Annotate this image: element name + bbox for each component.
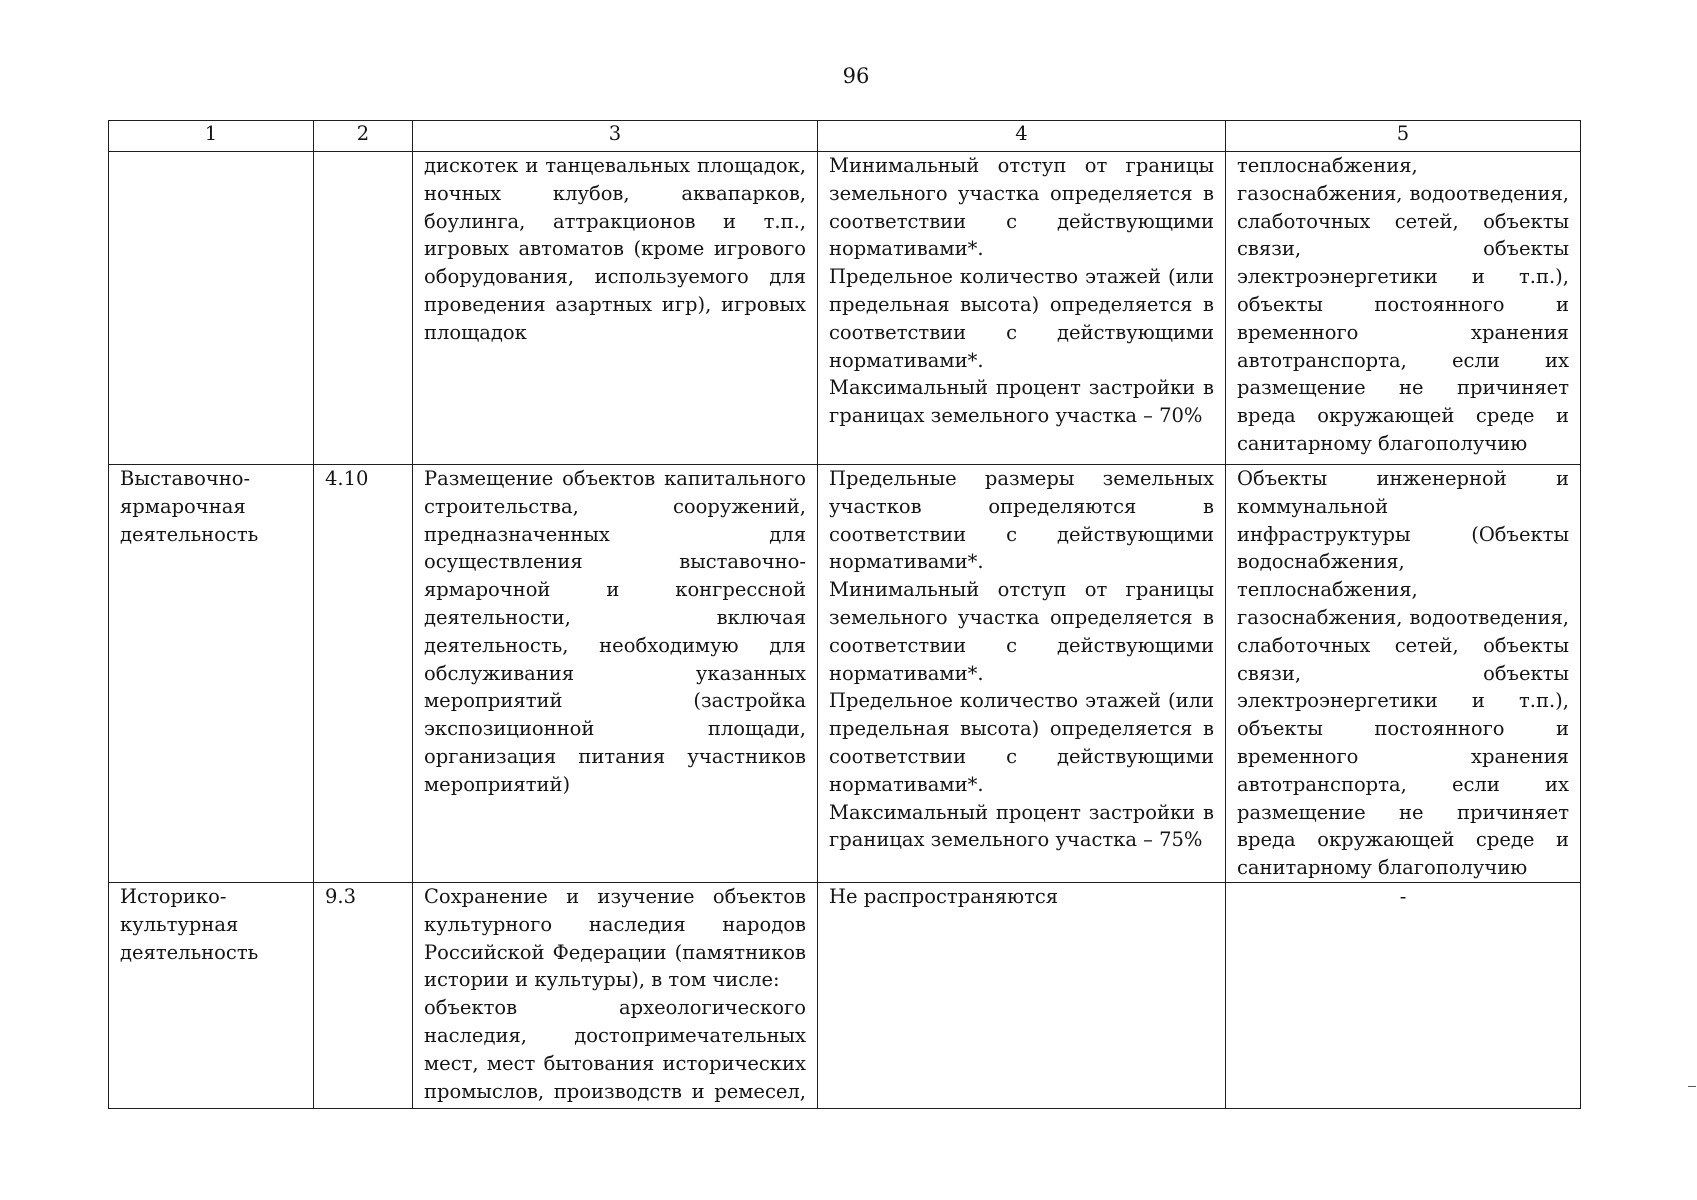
column-number-row (109, 121, 1581, 152)
text-line: культурная (120, 912, 239, 936)
text-line: теплоснабжения, (1237, 578, 1418, 602)
text-line: мероприятий) (424, 772, 571, 796)
text-line: Предельные размеры земельных (829, 467, 1214, 490)
text-line: газоснабжения, водоотведения, (1237, 181, 1569, 205)
text-line: земельного участка определяется в (829, 605, 1214, 629)
column-header-1: 1 (109, 121, 314, 152)
text-line: ярмарочная (120, 494, 246, 518)
text-line: деятельность (120, 522, 259, 546)
text-line: нормативами*. (829, 237, 984, 261)
text-line: участков определяются в (829, 494, 1214, 518)
page-number: 96 (842, 64, 870, 88)
auxiliary-uses-cell (1226, 883, 1581, 1109)
text-line: деятельность (120, 940, 259, 964)
text-line: Выставочно- (120, 467, 251, 490)
use-description-cell (413, 152, 818, 465)
use-name-cell (109, 465, 314, 883)
text-line: вреда окружающей среде и (1237, 828, 1569, 852)
text-line: Минимальный отступ от границы (829, 578, 1214, 602)
text-line: организация питания участников (424, 744, 806, 768)
text-line: Размещение объектов капитального (424, 467, 806, 490)
auxiliary-uses-cell (1226, 465, 1581, 883)
text-line: слаботочных сетей, объекты (1237, 209, 1569, 233)
auxiliary-uses-cell (1226, 152, 1581, 465)
text-line: санитарному благополучию (1237, 856, 1528, 880)
column-header-2: 2 (314, 121, 413, 152)
text-line: объекты постоянного и (1237, 717, 1569, 741)
column-header-3: 3 (413, 121, 818, 152)
parameters-cell (818, 465, 1226, 883)
margin-mark (1688, 1086, 1696, 1087)
text-line: Минимальный отступ от границы (829, 154, 1214, 177)
text-line: объекты постоянного и (1237, 292, 1569, 316)
parameters-cell (818, 152, 1226, 465)
dash-placeholder: - (1399, 885, 1407, 908)
text-line: предельная высота) определяется в (829, 717, 1214, 741)
text-line: проведения азартных игр), игровых (424, 292, 806, 316)
table-row (109, 465, 1581, 883)
text-line: соответствии с действующими (829, 744, 1214, 768)
text-line: деятельности, включая (424, 605, 806, 629)
use-description-cell (413, 883, 818, 1109)
text-line: объектов археологического (424, 996, 806, 1020)
text-line: игровых автоматов (кроме игрового (424, 237, 806, 261)
text-line: Объекты инженерной и (1237, 467, 1569, 490)
text-line: связи, объекты (1237, 661, 1569, 685)
text-line: нормативами*. (829, 550, 984, 574)
text-line: Максимальный процент застройки в (829, 376, 1214, 400)
text-line: культурного наследия народов (424, 912, 806, 936)
text-line: предельная высота) определяется в (829, 292, 1214, 316)
text-line: Историко- (120, 885, 227, 908)
text-line: автотранспорта, если их (1237, 348, 1569, 372)
text-line: соответствии с действующими (829, 522, 1214, 546)
text-line: дискотек и танцевальных площадок, (424, 154, 806, 177)
use-description-cell (413, 465, 818, 883)
text-line: боулинга, аттракционов и т.п., (424, 209, 806, 233)
use-code-cell (314, 152, 413, 465)
text-line: обслуживания указанных (424, 661, 806, 685)
text-line: предназначенных для (424, 522, 806, 546)
text-line: нормативами*. (829, 348, 984, 372)
text-line: размещение не причиняет (1237, 800, 1569, 824)
text-line: соответствии с действующими (829, 320, 1214, 344)
text-line: промыслов, производств и ремесел, (424, 1079, 806, 1103)
text-line: Российской Федерации (памятников (424, 940, 806, 964)
text-line: инфраструктуры (Объекты (1237, 522, 1569, 546)
text-line: строительства, сооружений, (424, 494, 806, 518)
use-name-cell (109, 152, 314, 465)
text-line: санитарному благополучию (1237, 431, 1528, 455)
text-line: Предельное количество этажей (или (829, 265, 1214, 289)
text-line: границах земельного участка – 75% (829, 828, 1203, 852)
table-row (109, 152, 1581, 465)
text-line: мест, мест бытования исторических (424, 1051, 806, 1075)
text-line: ночных клубов, аквапарков, (424, 181, 806, 205)
text-line: границах земельного участка – 70% (829, 404, 1203, 428)
land-use-table (108, 120, 1581, 1109)
text-line: площадок (424, 320, 527, 344)
text-line: теплоснабжения, (1237, 154, 1418, 177)
text-line: Максимальный процент застройки в (829, 800, 1214, 824)
text-line: электроэнергетики и т.п.), (1237, 689, 1569, 713)
text-line: Предельное количество этажей (или (829, 689, 1214, 713)
text-line: соответствии с действующими (829, 209, 1214, 233)
parameters-cell (818, 883, 1226, 1109)
column-header-4: 4 (818, 121, 1226, 152)
text-line: экспозиционной площади, (424, 717, 806, 741)
text-line: коммунальной (1237, 494, 1389, 518)
text-line: автотранспорта, если их (1237, 772, 1569, 796)
text-line: осуществления выставочно- (424, 550, 806, 574)
text-line: временного хранения (1237, 320, 1569, 344)
text-line: истории и культуры), в том числе: (424, 968, 780, 992)
text-line: размещение не причиняет (1237, 376, 1569, 400)
table-row (109, 883, 1581, 1109)
text-line: оборудования, используемого для (424, 265, 806, 289)
text-line: электроэнергетики и т.п.), (1237, 265, 1569, 289)
text-line: земельного участка определяется в (829, 181, 1214, 205)
text-line: вреда окружающей среде и (1237, 404, 1569, 428)
text-line: деятельность, необходимую для (424, 633, 806, 657)
text-line: временного хранения (1237, 744, 1569, 768)
text-line: соответствии с действующими (829, 633, 1214, 657)
text-line: нормативами*. (829, 772, 984, 796)
text-line: Сохранение и изучение объектов (424, 885, 806, 908)
text-line: нормативами*. (829, 661, 984, 685)
text-line: связи, объекты (1237, 237, 1569, 261)
text-line: Не распространяются (829, 885, 1059, 908)
text-line: водоснабжения, (1237, 550, 1405, 574)
column-header-5: 5 (1226, 121, 1581, 152)
text-line: наследия, достопримечательных (424, 1023, 806, 1047)
use-code-cell: 9.3 (314, 883, 413, 1109)
text-line: мероприятий (застройка (424, 689, 806, 713)
use-code-cell: 4.10 (314, 465, 413, 883)
text-line: газоснабжения, водоотведения, (1237, 605, 1569, 629)
text-line: ярмарочной и конгрессной (424, 578, 806, 602)
use-name-cell (109, 883, 314, 1109)
text-line: слаботочных сетей, объекты (1237, 633, 1569, 657)
